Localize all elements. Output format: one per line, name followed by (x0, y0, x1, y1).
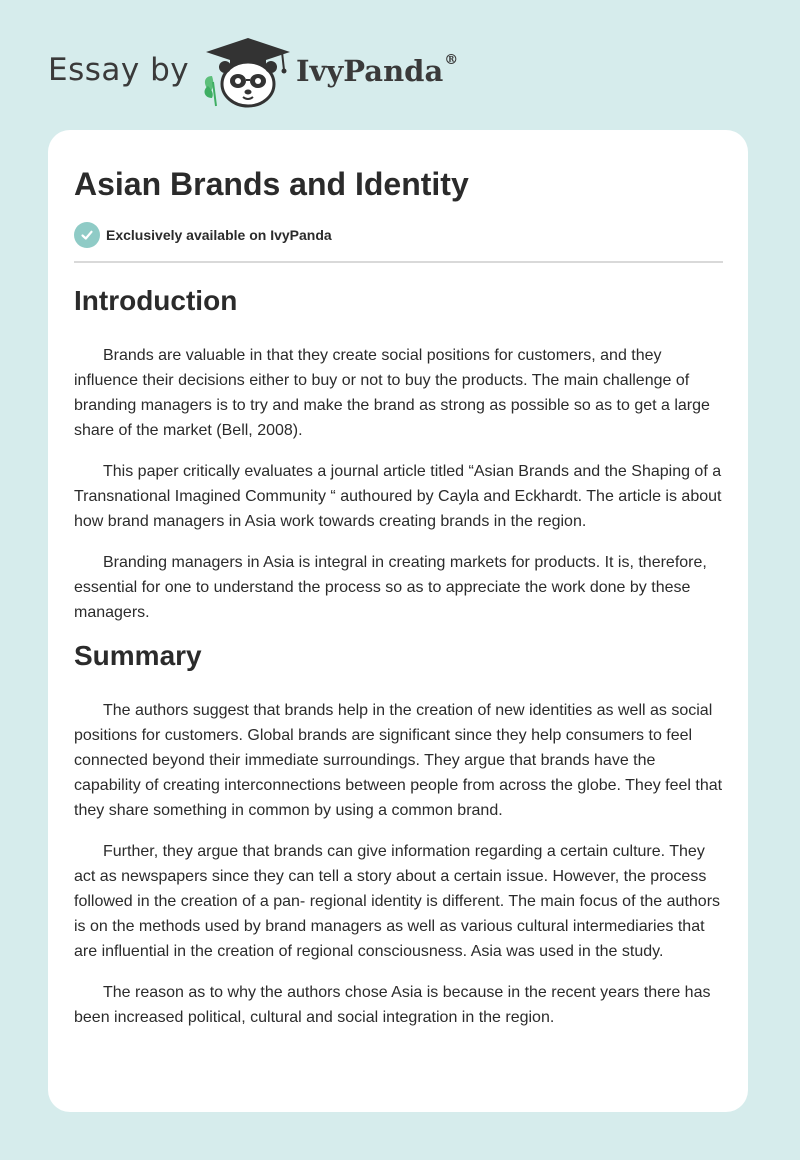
paragraph: Branding managers in Asia is integral in creating markets for products. It is, therefore, essential for one to understand the process so as to appreciate the work done by these managers. (74, 554, 707, 621)
paragraph: Further, they argue that brands can give information regarding a certain culture. They act as newspapers since they can tell a story about a certain issue. However, the process followed in the creation of a pan- regional identity is different. The main focus of the authors is on the methods used by brand managers as well as various cultural intermediaries that are influential in the creation of regional consciousness. Asia was used in the study. (74, 843, 721, 960)
article-card (48, 130, 748, 1112)
exclusive-badge-label: Exclusively available on IvyPanda (106, 227, 332, 243)
paragraph: The authors suggest that brands help in the creation of new identities as well as social positions for customers. Global brands are significant since they help consumers to feel connected beyond their immediate surroundings. They argue that brands have the capability of creating interconnections between people from across the globe. They feel that they share something in common by using a common brand. (74, 702, 723, 819)
article-body (74, 280, 726, 1030)
paragraph: The reason as to why the authors chose Asia is because in the recent years there has been increased political, cultural and social integration in the region. (74, 984, 711, 1026)
panda-logo-icon[interactable] (200, 36, 296, 110)
paragraph: Brands are valuable in that they create social positions for customers, and they influence their decisions either to buy or not to buy the products. The main challenge of branding managers is to try and make the brand as strong as possible so as to get a large share of the market (Bell, 2008). (74, 347, 710, 439)
section-heading-summary: Summary (74, 640, 202, 671)
ivypanda-brand-name[interactable] (296, 54, 458, 88)
essay-by-label: Essay by (48, 52, 190, 88)
registered-mark: ® (444, 52, 459, 68)
site-header (0, 0, 800, 128)
page-title: Asian Brands and Identity (74, 166, 469, 202)
title-divider (74, 261, 723, 263)
exclusive-badge (74, 222, 332, 248)
paragraph: This paper critically evaluates a journal article titled “Asian Brands and the Shaping of a Transnational Imagined Community “ authoured by Cayla and Eckhardt. The article is about how brand managers in Asia work towards creating brands in the region. (74, 463, 722, 530)
section-heading-introduction: Introduction (74, 285, 238, 316)
brand-text: IvyPanda (296, 54, 444, 88)
check-circle-icon (74, 222, 100, 248)
